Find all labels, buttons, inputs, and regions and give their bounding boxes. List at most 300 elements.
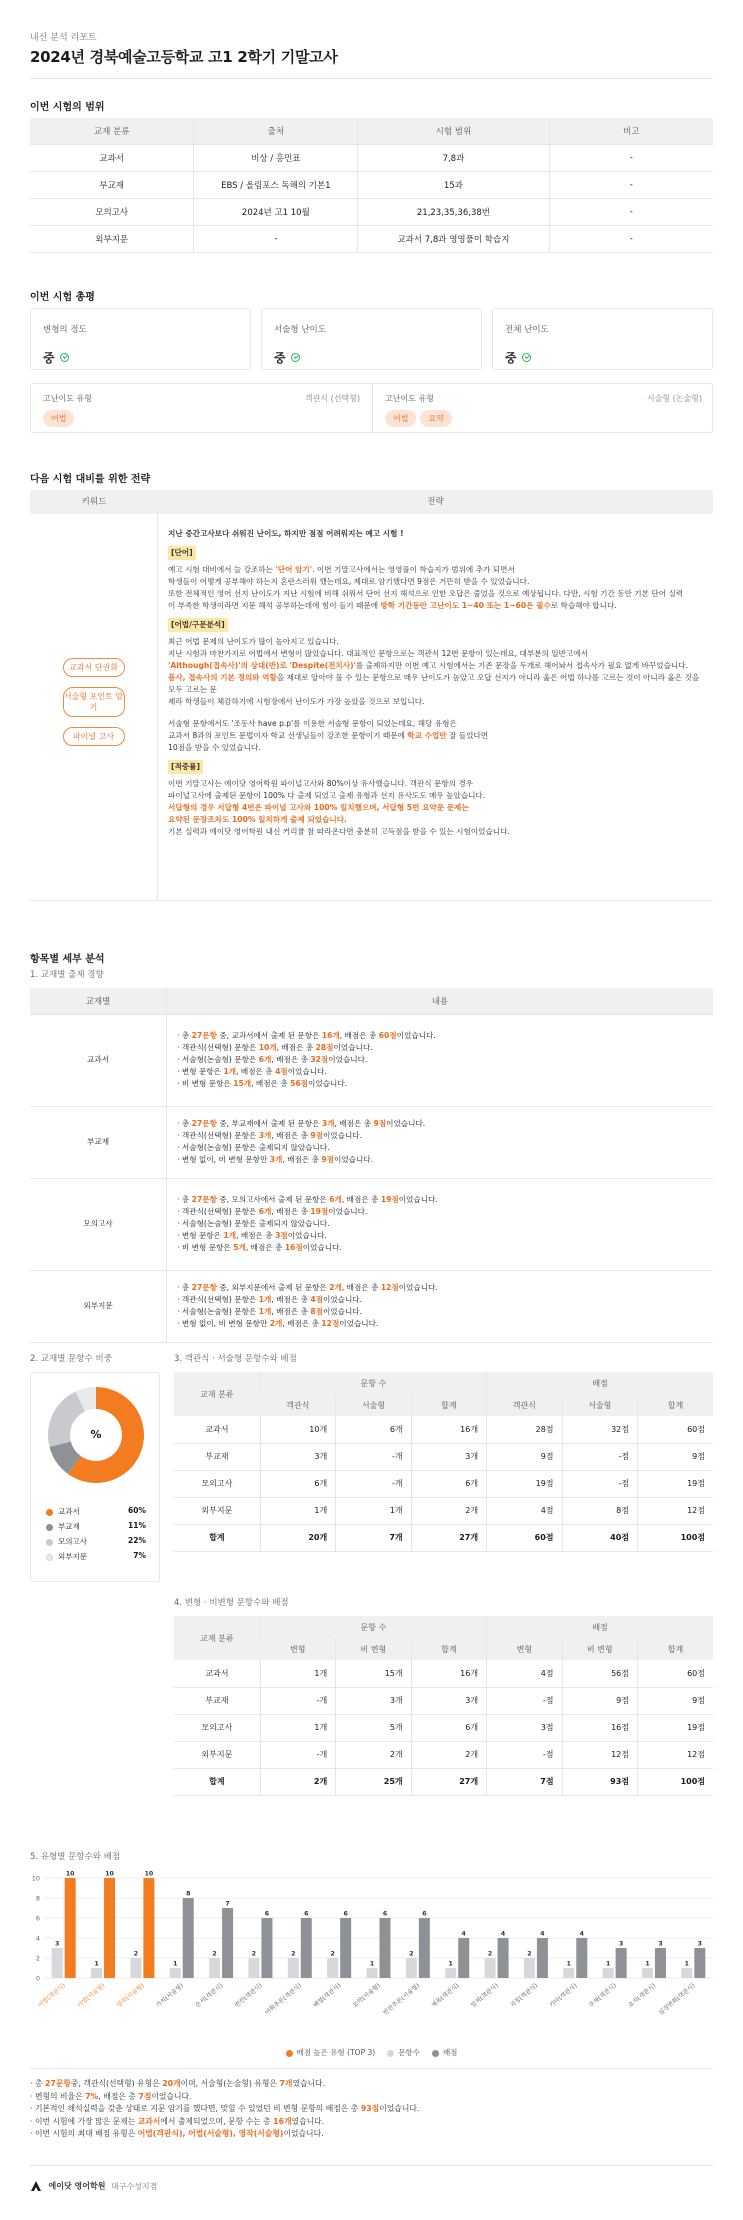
table-cell: 합계 (174, 1524, 260, 1551)
keyword-header: 키워드 (81, 497, 107, 507)
highlight-value: 1개 (223, 1067, 237, 1076)
content-line (177, 1218, 703, 1230)
legend-item (387, 2048, 420, 2057)
table-cell: 교과서 (174, 1660, 260, 1687)
table-cell: 12점 (638, 1741, 714, 1768)
highlight-value: 27문항 (191, 1031, 217, 1040)
col-header-material: 교재별 (30, 988, 167, 1014)
legend-swatch (286, 2050, 293, 2057)
report-subtitle: 내신 분석 리포트 (30, 33, 97, 43)
text: 를 출제하지만 이번 예고 시험에서는 기존 문장을 두개로 해어놔서 접속사가 필요 없게 바꾸었습니다. (355, 661, 689, 670)
col-header-score: 배점 (487, 1372, 713, 1394)
material-name: 모의고사 (30, 1178, 167, 1270)
col-subheader: 객관식 (487, 1394, 562, 1416)
table-cell: 16점 (562, 1714, 637, 1741)
text: 중, 부교재에서 출제 된 문항은 (216, 1119, 322, 1128)
bar-value-label: 3 (658, 1940, 663, 1948)
x-tick-label: 기타(객관식) (548, 1982, 579, 2010)
text: · 서술형(논술형) 문항은 출제되지 않았습니다. (177, 1219, 330, 1228)
bar-value-label: 1 (684, 1960, 689, 1968)
highlight-value: 6개 (329, 1195, 342, 1204)
table-row (174, 1687, 713, 1714)
bar-value-label: 10 (105, 1870, 114, 1878)
legend-item (46, 1506, 146, 1521)
table-cell: 3점 (487, 1714, 562, 1741)
donut-center-label: % (90, 1428, 102, 1441)
type-label: 고난이도 유형 (385, 394, 434, 403)
highlight-value: 4점 (310, 1295, 323, 1304)
text: , 배점은 총 (271, 1207, 311, 1216)
highlight-value: 27문항 (191, 1195, 217, 1204)
col-header-content: 내용 (167, 988, 713, 1014)
table-row (174, 1741, 713, 1768)
bar (65, 1878, 76, 1978)
x-tick-label: 요약(서술형) (351, 1982, 382, 2010)
text: · 서술형(논술형) 문항은 (177, 1055, 259, 1064)
text: 이었습니다. (283, 2129, 324, 2138)
text: · 변형 없이, 비 변형 문항만 (177, 1319, 270, 1328)
bar (130, 1958, 141, 1978)
text: · 총 (177, 1031, 192, 1040)
text: · 총 (177, 1195, 192, 1204)
text: · 기본적인 해석실력을 갖춘 상태로 지문 암기를 했다면, 맞힐 수 있었던 비 변형 문항의 배점은 총 (30, 2104, 361, 2113)
text: 이었습니다. (328, 1055, 368, 1064)
highlight-value: 16개 (273, 2116, 292, 2126)
text: 이었습니다. (322, 1131, 363, 1140)
table-cell: 28점 (487, 1416, 562, 1443)
highlight-value: 1개 (258, 1307, 272, 1316)
table-row (30, 171, 713, 198)
col-subheader: 합계 (638, 1638, 714, 1660)
x-tick-label: 일치(객관식) (469, 1982, 500, 2010)
text: 로 학습해야 합니다. (550, 601, 617, 610)
highlight-value: 4점 (275, 1067, 288, 1076)
table-cell: 5개 (336, 1714, 411, 1741)
table-cell: 7점 (487, 1768, 562, 1795)
material-content (167, 1106, 713, 1178)
y-tick-label: 2 (35, 1954, 40, 1963)
content-line (177, 1242, 703, 1254)
col-header-score: 배점 (487, 1616, 713, 1638)
highlight-value: 9점 (321, 1155, 335, 1164)
table-cell: -점 (487, 1741, 562, 1768)
table-cell: 16개 (411, 1660, 486, 1687)
table-cell: 1개 (260, 1497, 335, 1524)
text: 기본 실력과 에이닷 영어학원 내신 커리큘 참 따라온다면 충분히 고득점을 받을 수 있는 시험이었습니다. (168, 827, 510, 836)
bar (170, 1968, 181, 1978)
keyword-pill: 파이널 고사 (63, 727, 125, 746)
material-name: 외부지문 (30, 1270, 167, 1342)
text: · 이번 시험에 가장 많은 문제는 (30, 2116, 138, 2126)
text: , 배점은 총 (271, 1307, 311, 1316)
content-line (177, 1030, 703, 1042)
table-cell: 모의고사 (174, 1714, 260, 1741)
bar (524, 1958, 535, 1978)
review-box-value (505, 349, 531, 366)
text: , 배점은 총 (339, 1031, 379, 1040)
table-cell: 1개 (336, 1497, 411, 1524)
text: 이었습니다. (328, 1207, 368, 1216)
text: · 변형 문항은 (177, 1231, 224, 1240)
text: . 이번 기말고사에서는 영영풀이 학습지가 범위에 추가 되면서 (312, 565, 515, 574)
strategy-section-title: 다음 시험 대비를 위한 전략 (30, 474, 151, 485)
bar (209, 1958, 220, 1978)
highlight-value: 7% (85, 2091, 99, 2101)
legend-pct: 11% (128, 1521, 146, 1530)
legend-item (432, 2048, 458, 2057)
ratio-panel (30, 1372, 160, 1582)
text: 이었습니다. (396, 1031, 436, 1040)
bar (406, 1958, 417, 1978)
text: 중, 모의고사에서 출제 된 문항은 (216, 1195, 330, 1204)
legend-item (46, 1551, 146, 1566)
highlight-value: 2개 (329, 1283, 342, 1292)
text: 이었습니다. (386, 1119, 426, 1128)
highlight-value: 93점 (360, 2104, 380, 2113)
x-tick-label: 어휘추론(객관식) (263, 1982, 304, 2017)
bar (143, 1878, 154, 1978)
table-cell: 1개 (260, 1714, 335, 1741)
table-cell: 교과서 7,8과 영영풀이 학습지 (358, 225, 549, 252)
col-header-count: 문항 수 (260, 1616, 486, 1638)
review-section-title: 이번 시험 총평 (30, 292, 95, 303)
scope-section-title: 이번 시험의 범위 (30, 102, 105, 113)
table-cell: 60점 (487, 1524, 562, 1551)
table-cell: 비상 / 홍민표 (194, 144, 358, 171)
x-tick-label: 주제(객관식) (587, 1982, 618, 2010)
highlight-text: 방학 기간동안 고난이도 1~40 또는 1~60은 필수 (380, 601, 551, 610)
text: 이었습니다. (151, 2091, 192, 2101)
scope-col-header: 비고 (549, 118, 713, 144)
table-cell: -개 (260, 1741, 335, 1768)
bar (261, 1918, 272, 1978)
bar-value-label: 7 (225, 1900, 230, 1908)
highlight-text: '단어 암기' (275, 565, 313, 574)
table-cell: 4점 (487, 1660, 562, 1687)
col-header-class: 교재 분류 (174, 1616, 260, 1660)
bar-value-label: 4 (461, 1930, 466, 1938)
detail-section-title: 항목별 세부 분석 (30, 954, 105, 965)
bar (104, 1878, 115, 1978)
text: 이었습니다. (379, 2104, 420, 2113)
strategy-headline: 지난 중간고사보다 쉬워진 난이도, 하지만 점점 어려워지는 예고 시험 ! (168, 529, 404, 538)
text: , 배점은 총 (276, 1043, 316, 1052)
text: 교과서 8과의 포인트 문법이자 학교 선생님들이 강조한 문항이기 때문에 (168, 731, 408, 740)
highlight-value: 56점 (290, 1079, 308, 1088)
highlight-value: 15개 (233, 1079, 252, 1088)
table-cell: 6개 (336, 1416, 411, 1443)
bar (248, 1958, 259, 1978)
total-row (174, 1524, 713, 1551)
content-line (177, 1230, 703, 1242)
review-box-label: 전체 난이도 (505, 325, 549, 335)
difficulty-types-panel (30, 383, 713, 433)
text: , 배점은 총 (341, 1195, 381, 1204)
bar (327, 1958, 338, 1978)
bar-value-label: 3 (697, 1940, 702, 1948)
table-cell: 6개 (411, 1714, 486, 1741)
text: 이었습니다. (398, 1195, 438, 1204)
content-line (177, 1054, 703, 1066)
highlight-value: 3개 (321, 1119, 335, 1128)
bar-value-label: 4 (540, 1930, 545, 1938)
text: · 이번 시험의 최대 배점 유형은 (30, 2129, 138, 2138)
table-cell: 6개 (411, 1470, 486, 1497)
col-subheader: 객관식 (260, 1394, 335, 1416)
highlight-value: 3점 (275, 1231, 288, 1240)
text: 이었습니다. (334, 1155, 374, 1164)
detail-subtitle: 1. 교재별 출제 경향 (30, 970, 104, 980)
content-line (177, 1206, 703, 1218)
text: · 서술형(논술형) 문항은 (177, 1307, 259, 1316)
table-cell: 56점 (562, 1660, 637, 1687)
table-cell: 19점 (487, 1470, 562, 1497)
table-cell: 외부지문 (30, 225, 194, 252)
bar-value-label: 6 (422, 1910, 427, 1918)
bar (52, 1948, 63, 1978)
highlight-value: 16점 (284, 1243, 303, 1252)
text: , 배점은 총 (282, 1319, 322, 1328)
text: 이었습니다. (287, 1067, 327, 1076)
value-text: 중 (274, 351, 286, 365)
note-line (30, 2091, 419, 2104)
brand-logo-icon (30, 2180, 42, 2192)
table-cell: 2개 (336, 1741, 411, 1768)
chart-title: 5. 유형별 문항수와 배점 (30, 1852, 121, 1862)
col-subheader: 변형 (487, 1638, 562, 1660)
bar-value-label: 2 (409, 1950, 414, 1958)
heading-hit-rate: [적중률] (168, 760, 203, 774)
bar (288, 1958, 299, 1978)
strategy-content (158, 514, 713, 900)
variation-score-table (174, 1616, 713, 1796)
legend-swatch (46, 1539, 53, 1546)
legend-pct: 7% (133, 1551, 146, 1560)
legend-pct: 22% (128, 1536, 146, 1545)
col-subheader: 비 변형 (562, 1638, 637, 1660)
highlight-text: 학교 수업만 (407, 731, 447, 740)
note-line (30, 2116, 419, 2129)
legend-label: 부교재 (58, 1522, 80, 1531)
material-name: 부교재 (30, 1106, 167, 1178)
text: , 배점은 총 (334, 1119, 374, 1128)
bar (222, 1908, 233, 1978)
text: · 총 (30, 2079, 45, 2088)
col-subheader: 서술형 (336, 1394, 411, 1416)
table-cell: 합계 (174, 1768, 260, 1795)
table-cell: 16개 (411, 1416, 486, 1443)
text: · 총 (177, 1283, 192, 1292)
highlight-value: 27문항 (191, 1283, 217, 1292)
table-cell: 9점 (487, 1443, 562, 1470)
highlight-value: 27문항 (191, 1119, 217, 1128)
legend-pct: 60% (128, 1506, 146, 1515)
table-cell: -점 (487, 1687, 562, 1714)
review-box-value (274, 349, 300, 366)
divider (30, 78, 713, 79)
text: · 변형 문항은 (177, 1067, 224, 1076)
table-cell: 부교재 (174, 1443, 260, 1470)
type-pills (385, 410, 456, 427)
col-subheader: 비 변형 (336, 1638, 411, 1660)
bar-value-label: 4 (579, 1930, 584, 1938)
x-tick-label: 제목(객관식) (430, 1982, 461, 2010)
table-cell: 외부지문 (174, 1741, 260, 1768)
bar-value-label: 10 (65, 1870, 75, 1878)
highlight-value: 27문항 (44, 2079, 71, 2088)
table-cell: 93점 (562, 1768, 637, 1795)
x-tick-label: 심경변화(객관식) (657, 1982, 697, 2017)
highlight-value: 3개 (258, 1131, 272, 1140)
highlight-value: 8점 (310, 1307, 323, 1316)
col-header-count: 문항 수 (260, 1372, 486, 1394)
text: , 배점은 총 (98, 2091, 139, 2101)
content-line (177, 1282, 703, 1294)
table-cell: 9점 (562, 1687, 637, 1714)
value-text: 중 (43, 351, 55, 365)
bar-value-label: 3 (618, 1940, 624, 1948)
table-cell: -점 (562, 1443, 637, 1470)
text: 중, 외부지문에서 출제 된 문항은 (216, 1283, 330, 1292)
text: 이었습니다. (322, 1307, 363, 1316)
table-cell: - (549, 225, 713, 252)
bar (576, 1938, 587, 1978)
text: 10점을 받을 수 있었습니다. (168, 743, 261, 752)
note-line (30, 2078, 419, 2091)
keyword-pill: 교과서 단권화 (63, 658, 125, 677)
type-kind: 서술형 (논술형) (646, 394, 702, 403)
bar (616, 1948, 627, 1978)
content-line (177, 1194, 703, 1206)
table-cell: 교과서 (174, 1416, 260, 1443)
review-box (30, 308, 251, 370)
review-box-label: 변형의 정도 (43, 325, 87, 335)
bar (655, 1948, 666, 1978)
legend-label: 모의고사 (58, 1537, 87, 1546)
text: 파이널고사에 출제된 문항이 100% 다 출제 되었고 출제 유형과 선지 유사도도 매우 높았습니다. (168, 791, 486, 800)
table-cell: 60점 (638, 1660, 714, 1687)
col-subheader: 합계 (411, 1394, 486, 1416)
table-row (174, 1497, 713, 1524)
bar-value-label: 3 (55, 1940, 60, 1948)
content-line (177, 1042, 703, 1054)
bar (537, 1938, 548, 1978)
text: · 객관식(선택형) 문항은 (177, 1131, 259, 1140)
type-pill: 어법 (43, 410, 74, 427)
x-tick-label: 빈칸(객관식) (233, 1982, 264, 2010)
type-kind: 객관식 (선택형) (304, 394, 360, 403)
col-subheader: 서술형 (562, 1394, 637, 1416)
table-cell: 60점 (638, 1416, 714, 1443)
bar-value-label: 1 (173, 1960, 178, 1968)
text: · 객관식(선택형) 문항은 (177, 1207, 259, 1216)
y-tick-label: 8 (35, 1894, 40, 1903)
content-line (177, 1066, 703, 1078)
bar-value-label: 2 (330, 1950, 335, 1958)
y-tick-label: 6 (35, 1914, 40, 1923)
material-content (167, 1270, 713, 1342)
type-bar-chart (30, 1868, 713, 2043)
text: 이며, 서술형(논술형) 유형은 (180, 2079, 280, 2088)
table-cell: 8점 (562, 1497, 637, 1524)
text: 을 제대로 알아야 풀 수 있는 문항으로 매우 난이도가 높았고 오답 선지가 아니라 옳은 어법 하나를 고르는 것이 아니라 옳은 것을 모두 고르는 문 (168, 673, 700, 694)
table-cell: 2개 (411, 1497, 486, 1524)
text: 중, 교과서에서 출제 된 문항은 (216, 1031, 322, 1040)
table-cell: - (194, 225, 358, 252)
type-label: 고난이도 유형 (43, 394, 92, 403)
text: · 변형의 비율은 (30, 2091, 86, 2101)
content-line (177, 1118, 703, 1130)
table-cell: 40점 (562, 1524, 637, 1551)
text: 예고 시험 대비에서 늘 강조하는 (168, 565, 276, 574)
highlight-value: 16개 (321, 1031, 340, 1040)
legend-swatch (46, 1524, 53, 1531)
material-analysis-table (30, 988, 713, 1343)
check-circle-icon (291, 353, 300, 362)
highlight-value: 어법(객관식), 어법(서술형), 영작(서술형) (137, 2129, 284, 2138)
text: 지난 시험과 마찬가지로 어법에서 변형이 많았습니다. 대표적인 문항으로는 객관식 12번 문항이 있는데요, 대부분의 일반고에서 (168, 649, 588, 658)
x-tick-label: 배열(객관식) (312, 1982, 343, 2010)
highlight-value: 19점 (310, 1207, 329, 1216)
x-tick-label: 요지(객관식) (626, 1982, 658, 2010)
table-cell: 9점 (638, 1443, 714, 1470)
bar-value-label: 1 (645, 1960, 650, 1968)
bar-value-label: 2 (251, 1950, 257, 1958)
table-cell: 27개 (411, 1768, 486, 1795)
y-tick-label: 0 (35, 1974, 40, 1983)
highlight-text: 'Although(접속사)'의 상대(반)로 'Despite(전치사)' (168, 661, 356, 670)
text: 였습니다. (292, 2079, 326, 2088)
legend-item (46, 1521, 146, 1536)
legend-item (46, 1536, 146, 1551)
x-tick-label: 어법(객관식) (36, 1982, 67, 2010)
table-cell: - (549, 171, 713, 198)
table-row (174, 1660, 713, 1687)
highlight-value: 1개 (223, 1231, 237, 1240)
table-cell: 32점 (562, 1416, 637, 1443)
table-cell: 15개 (336, 1660, 411, 1687)
heading-word: [단어] (168, 546, 196, 560)
value-text: 중 (505, 351, 517, 365)
bar-value-label: 6 (264, 1910, 270, 1918)
bar (563, 1968, 574, 1978)
bar (694, 1948, 705, 1978)
highlight-text: 요약된 문장조차도 100% 일치하게 출제 되었습니다. (168, 815, 347, 824)
text: 서술형 문항에서도 '조동사 have p.p'를 이용한 서술형 문항이 되었는데요, 해당 유형은 (168, 719, 457, 728)
table-row (30, 144, 713, 171)
table-cell: 19점 (638, 1470, 714, 1497)
table-row (174, 1416, 713, 1443)
x-tick-label: 영작(서술형) (115, 1982, 146, 2010)
table-cell: -개 (260, 1687, 335, 1714)
note-line (30, 2128, 419, 2141)
type-score-table (174, 1372, 713, 1552)
bar (681, 1968, 692, 1978)
text: , 배점은 총 (236, 1231, 276, 1240)
text: , 배점은 총 (271, 1131, 311, 1140)
check-circle-icon (60, 353, 69, 362)
highlight-value: 28점 (315, 1043, 334, 1052)
bar-value-label: 10 (144, 1870, 154, 1878)
type-pill: 어법 (385, 410, 416, 427)
text: , 배점은 총 (341, 1283, 381, 1292)
legend-swatch (46, 1554, 53, 1561)
highlight-value: 6개 (258, 1055, 272, 1064)
legend-swatch (387, 2050, 394, 2057)
highlight-value: 32점 (310, 1055, 329, 1064)
divider (30, 2068, 713, 2069)
table-cell: 19점 (638, 1714, 714, 1741)
